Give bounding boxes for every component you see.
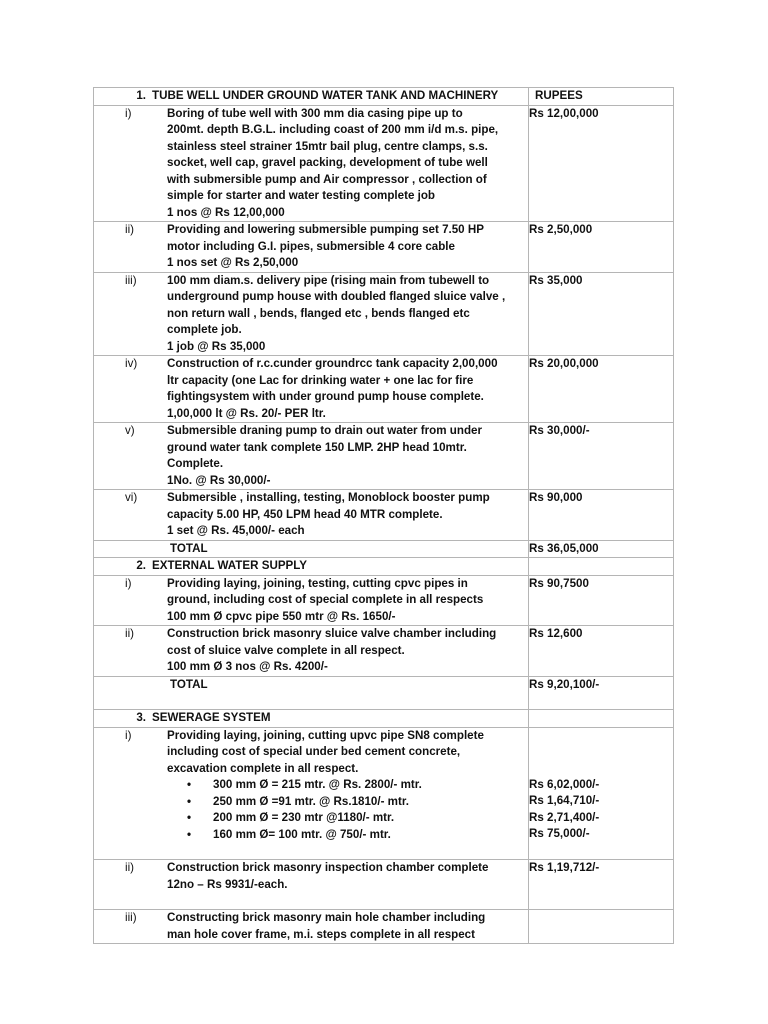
description-line: Construction brick masonry sluice valve chamber including — [167, 627, 497, 640]
item-cell — [94, 423, 529, 490]
amount-cell — [529, 356, 674, 423]
total-row — [94, 540, 674, 558]
item-roman: i) — [125, 106, 132, 120]
item-description — [167, 356, 528, 422]
description-line: including cost of special under bed cement concrete, — [167, 745, 461, 758]
total-amount: Rs 9,20,100/- — [529, 677, 600, 691]
description-line: Providing laying, joining, cutting upvc pipe SN8 complete — [167, 728, 484, 742]
section-header — [94, 558, 529, 576]
description-line: 1 job @ Rs 35,000 — [167, 339, 266, 353]
description-line: capacity 5.00 HP, 450 LPM head 40 MTR complete. — [167, 507, 443, 521]
description-line: man hole cover frame, m.i. steps complete in all respect — [167, 927, 475, 941]
description-line: Submersible draning pump to drain out water from under — [167, 424, 482, 437]
item-row — [94, 860, 674, 910]
item-amount: Rs 12,00,000 — [529, 106, 599, 120]
item-cell — [94, 910, 529, 944]
item-roman: iv) — [125, 357, 138, 370]
item-description — [167, 626, 528, 676]
description-line: complete job. — [167, 323, 242, 336]
amount-cell — [529, 910, 674, 944]
item-description — [167, 490, 528, 540]
item-row — [94, 222, 674, 273]
item-description — [167, 106, 528, 222]
item-description — [167, 222, 528, 272]
description-line: 1 nos set @ Rs 2,50,000 — [167, 256, 299, 269]
description-line: Constructing brick masonry main hole chamber including — [167, 911, 486, 924]
item-roman: iii) — [125, 273, 137, 287]
amount-cell — [529, 727, 674, 860]
description-line: 1 set @ Rs. 45,000/- each — [167, 524, 305, 537]
total-amount-cell — [529, 676, 674, 710]
item-amount: Rs 1,19,712/- — [529, 861, 600, 874]
description-line: ltr capacity (one Lac for drinking water + one lac for fire — [167, 373, 474, 387]
bullet-text: 250 mm Ø =91 mtr. @ Rs.1810/- mtr. — [213, 794, 409, 808]
item-description — [167, 423, 528, 489]
item-description — [167, 860, 528, 909]
item-roman: i) — [125, 576, 132, 590]
item-roman: iii) — [125, 911, 137, 924]
bullet-icon: • — [187, 811, 192, 824]
amount-cell — [529, 860, 674, 910]
item-cell — [94, 105, 529, 222]
bullet-item — [187, 810, 524, 827]
total-label: TOTAL — [170, 541, 208, 555]
section-title: EXTERNAL WATER SUPPLY — [152, 559, 308, 572]
item-cell — [94, 626, 529, 677]
description-line: motor including G.I. pipes, submersible 4 core cable — [167, 239, 455, 253]
item-roman: ii) — [125, 861, 135, 874]
amount-header-cell — [529, 710, 674, 728]
item-cell — [94, 575, 529, 626]
item-amount: Rs 90,7500 — [529, 576, 589, 590]
description-line: simple for starter and water testing complete job — [167, 189, 436, 202]
section-number: 3. — [136, 711, 146, 724]
description-line: ground, including cost of special complete in all respects — [167, 593, 484, 606]
item-amount: Rs 1,64,710/- — [529, 794, 600, 807]
item-row — [94, 490, 674, 541]
bullet-icon: • — [187, 778, 192, 791]
description-line: Boring of tube well with 300 mm dia casing pipe up to — [167, 106, 463, 120]
description-line: 100 mm Ø cpvc pipe 550 mtr @ Rs. 1650/- — [167, 609, 396, 623]
amount-cell — [529, 272, 674, 356]
description-line: 100 mm diam.s. delivery pipe (rising main from tubewell to — [167, 273, 490, 287]
item-row — [94, 272, 674, 356]
total-label: TOTAL — [170, 677, 208, 691]
description-line: cost of sluice valve complete in all respect. — [167, 643, 405, 657]
total-amount-cell — [529, 540, 674, 558]
description-line: Complete. — [167, 457, 224, 470]
bullet-icon: • — [187, 827, 192, 841]
section-header — [94, 710, 529, 728]
item-cell — [94, 272, 529, 356]
description-line: Construction brick masonry inspection chamber complete — [167, 861, 489, 874]
bullet-item — [187, 777, 524, 794]
description-line: Construction of r.c.cunder groundrcc tank capacity 2,00,000 — [167, 357, 498, 370]
amount-header: RUPEES — [535, 89, 583, 102]
section-number: 1. — [136, 89, 146, 102]
pipe-bullet-list — [167, 777, 524, 843]
description-line: with submersible pump and Air compressor , collection of — [167, 172, 487, 186]
amount-cell — [529, 105, 674, 222]
description-line: ground water tank complete 150 LMP. 2HP head 10mtr. — [167, 440, 467, 454]
description-line: 1 nos @ Rs 12,00,000 — [167, 205, 285, 219]
item-amount: Rs 20,00,000 — [529, 357, 599, 370]
item-cell — [94, 727, 529, 860]
item-amount: Rs 30,000/- — [529, 424, 590, 437]
description-line: non return wall , bends, flanged etc , bends flanged etc — [167, 306, 470, 320]
total-amount: Rs 36,05,000 — [529, 541, 599, 555]
description-line: 100 mm Ø 3 nos @ Rs. 4200/- — [167, 660, 328, 673]
item-description — [167, 576, 528, 626]
amount-header-cell — [529, 88, 674, 106]
section-header-row — [94, 558, 674, 576]
item-row — [94, 423, 674, 490]
item-row — [94, 356, 674, 423]
description-line: 200mt. depth B.G.L. including coast of 200 mm i/d m.s. pipe, — [167, 123, 499, 136]
description-line: 1,00,000 lt @ Rs. 20/- PER ltr. — [167, 406, 326, 420]
item-amount: Rs 90,000 — [529, 491, 583, 504]
amount-cell — [529, 490, 674, 541]
description-line: 1No. @ Rs 30,000/- — [167, 473, 271, 487]
section-number: 2. — [136, 559, 146, 572]
bullet-text: 160 mm Ø= 100 mtr. @ 750/- mtr. — [213, 827, 391, 841]
description-line: fightingsystem with under ground pump house complete. — [167, 390, 484, 403]
amount-cell — [529, 626, 674, 677]
estimate-table — [93, 87, 674, 944]
item-amount: Rs 2,71,400/- — [529, 810, 600, 824]
item-amount: Rs 35,000 — [529, 273, 583, 287]
total-label-cell — [94, 540, 529, 558]
item-description — [167, 910, 528, 943]
description-line: 12no – Rs 9931/-each. — [167, 877, 288, 891]
item-roman: ii) — [125, 223, 135, 236]
section-header-row — [94, 88, 674, 106]
amount-header-cell — [529, 558, 674, 576]
description-line: Providing and lowering submersible pumping set 7.50 HP — [167, 223, 484, 236]
amount-cell — [529, 575, 674, 626]
description-line: socket, well cap, gravel packing, development of tube well — [167, 156, 488, 169]
description-line: Submersible , installing, testing, Monoblock booster pump — [167, 491, 490, 504]
item-row — [94, 727, 674, 860]
description-line: excavation complete in all respect. — [167, 761, 359, 775]
item-roman: i) — [125, 728, 132, 742]
section-title: SEWERAGE SYSTEM — [152, 711, 271, 724]
item-roman: ii) — [125, 627, 135, 640]
section-header — [94, 88, 529, 106]
item-amount: Rs 12,600 — [529, 627, 583, 640]
item-row — [94, 626, 674, 677]
bullet-item — [187, 827, 524, 844]
bullet-text: 200 mm Ø = 230 mtr @1180/- mtr. — [213, 811, 395, 824]
description-line: underground pump house with doubled flanged sluice valve , — [167, 290, 506, 303]
section-title: TUBE WELL UNDER GROUND WATER TANK AND MACHINERY — [152, 89, 499, 102]
total-row — [94, 676, 674, 710]
item-cell — [94, 356, 529, 423]
item-roman: v) — [125, 424, 135, 437]
item-row — [94, 910, 674, 944]
total-label-cell — [94, 676, 529, 710]
item-description — [167, 728, 528, 860]
item-cell — [94, 860, 529, 910]
item-cell — [94, 490, 529, 541]
amount-cell — [529, 423, 674, 490]
bullet-icon: • — [187, 794, 192, 808]
description-line: Providing laying, joining, testing, cutting cpvc pipes in — [167, 576, 468, 590]
item-amount: Rs 6,02,000/- — [529, 777, 600, 791]
item-roman: vi) — [125, 491, 138, 504]
bullet-item — [187, 794, 524, 811]
item-cell — [94, 222, 529, 273]
section-header-row — [94, 710, 674, 728]
item-row — [94, 575, 674, 626]
item-description — [167, 273, 528, 356]
bullet-text: 300 mm Ø = 215 mtr. @ Rs. 2800/- mtr. — [213, 778, 422, 791]
item-amount: Rs 75,000/- — [529, 827, 590, 840]
item-amount: Rs 2,50,000 — [529, 223, 593, 236]
item-row — [94, 105, 674, 222]
description-line: stainless steel strainer 15mtr bail plug, centre clamps, s.s. — [167, 139, 488, 153]
amount-cell — [529, 222, 674, 273]
